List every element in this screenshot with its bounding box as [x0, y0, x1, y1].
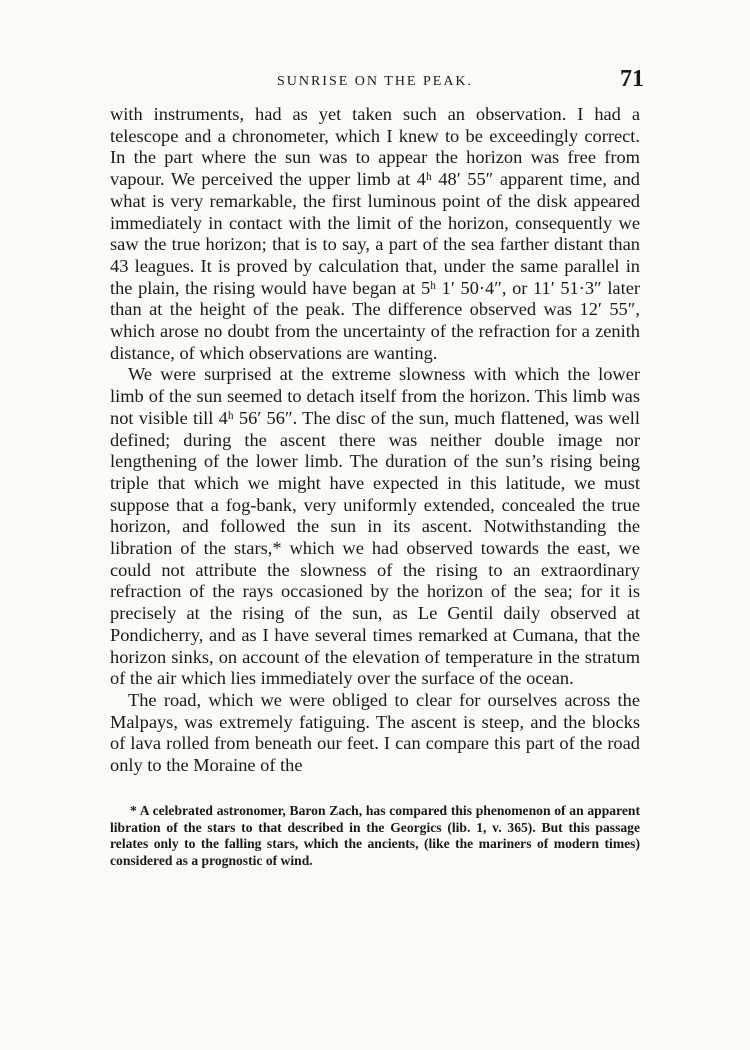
footnote-text: * A celebrated astronomer, Baron Zach, has compared this phenomenon of an apparent libration of the stars to that described in the Georgics (lib. 1, v. 365). But this passage relates only to the falling stars, which the ancients, (like the mariners of modern times) considered as a prognostic of wind. — [110, 802, 640, 869]
footnote — [110, 803, 640, 870]
book-page — [110, 66, 644, 870]
body-text — [110, 104, 640, 777]
paragraph-2: We were surprised at the extreme slowness with which the lower limb of the sun seemed to detach itself from the horizon. This limb was not visible till 4ʰ 56′ 56″. The disc of the sun, much flattened, was well defined; during the ascent there was neither double image nor lengthening of the lower limb. The duration of the sun’s rising being triple that which we might have expected in this latitude, we must suppose that a fog-bank, very uniformly extended, concealed the true horizon, and followed the sun in its ascent. Notwithstanding the libration of the stars,* which we had observed towards the east, we could not attribute the slowness of the rising to an extraordinary refraction of the rays occasioned by the horizon of the sea; for it is precisely at the rising of the sun, as Le Gentil daily observed at Pondicherry, and as I have several times remarked at Cumana, that the horizon sinks, on account of the elevation of temperature in the stratum of the air which lies immediately over the surface of the ocean. — [110, 364, 640, 689]
paragraph-1: with instruments, had as yet taken such an observation. I had a telescope and a chronometer, which I knew to be exceedingly correct. In the part where the sun was to appear the horizon was free from vapour. We perceived the upper limb at 4ʰ 48′ 55″ apparent time, and what is very remarkable, the first luminous point of the disk appeared immediately in contact with the limit of the horizon, consequently we saw the true horizon; that is to say, a part of the sea farther distant than 43 leagues. It is proved by calculation that, under the same parallel in the plain, the rising would have began at 5ʰ 1′ 50·4″, or 11′ 51·3″ later than at the height of the peak. The difference observed was 12′ 55″, which arose no doubt from the uncertainty of the refraction for a zenith distance, of which observations are wanting. — [110, 104, 640, 363]
running-head — [110, 66, 644, 104]
paragraph-3: The road, which we were obliged to clear for ourselves across the Malpays, was extremely fatiguing. The ascent is steep, and the blocks of lava rolled from beneath our feet. I can compare this part of the road only to the Moraine of the — [110, 689, 640, 776]
page-number: 71 — [620, 66, 644, 92]
running-title: SUNRISE ON THE PEAK. — [276, 74, 474, 89]
